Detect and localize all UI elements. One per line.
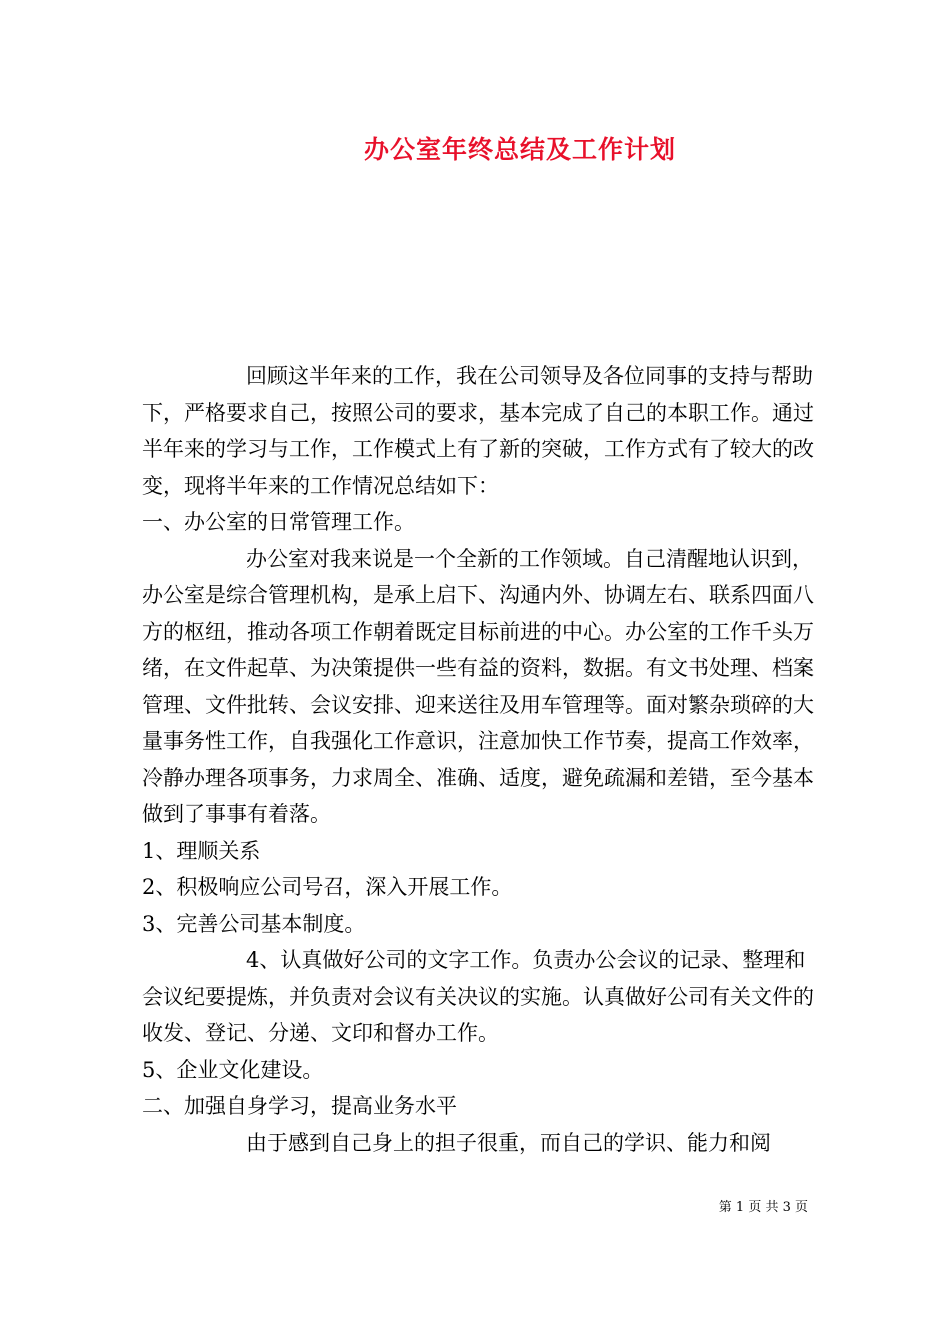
- list-item: 3、完善公司基本制度。: [142, 911, 366, 936]
- paragraph-intro: 回顾这半年来的工作，我在公司领导及各位同事的支持与帮助下，严格要求自己，按照公司的要求，基本完成了自己的本职工作。通过半年来的学习与工作，工作模式上有了新的突破，工作方式有了较大的改变，现将半年来的工作情况总结如下：: [142, 364, 814, 498]
- list-item: 1、理顺关系: [142, 838, 261, 863]
- list-item: 4、认真做好公司的文字工作。负责办公会议的记录、整理和会议纪要提炼，并负责对会议有关决议的实施。认真做好公司有关文件的收发、登记、分递、文印和督办工作。: [142, 948, 814, 1045]
- section-heading-1: 一、办公室的日常管理工作。: [142, 510, 415, 534]
- page-number: 第 1 页 共 3 页: [718, 1200, 808, 1215]
- paragraph-learning: 由于感到自己身上的担子很重，而自己的学识、能力和阅: [246, 1130, 771, 1155]
- section-heading-2: 二、加强自身学习，提高业务水平: [142, 1094, 457, 1118]
- paragraph-office-role: 办公室对我来说是一个全新的工作领域。自己清醒地认识到，办公室是综合管理机构，是承上启下、沟通内外、协调左右、联系四面八方的枢纽，推动各项工作朝着既定目标前进的中心。办公室的工作千头万绪，在文件起草、为决策提供一些有益的资料，数据。有文书处理、档案管理、文件批转、会议安排、迎来送往及用车管理等。面对繁杂琐碎的大量事务性工作，自我强化工作意识，注意加快工作节奏，提高工作效率，冷静办理各项事务，力求周全、准确、适度，避免疏漏和差错，至今基本做到了事事有着落。: [142, 546, 814, 826]
- document-body: [142, 358, 822, 1161]
- page-title: 办公室年终总结及工作计划: [363, 135, 676, 164]
- list-item: 5、企业文化建设。: [142, 1057, 324, 1082]
- list-item: 2、积极响应公司号召，深入开展工作。: [142, 875, 513, 899]
